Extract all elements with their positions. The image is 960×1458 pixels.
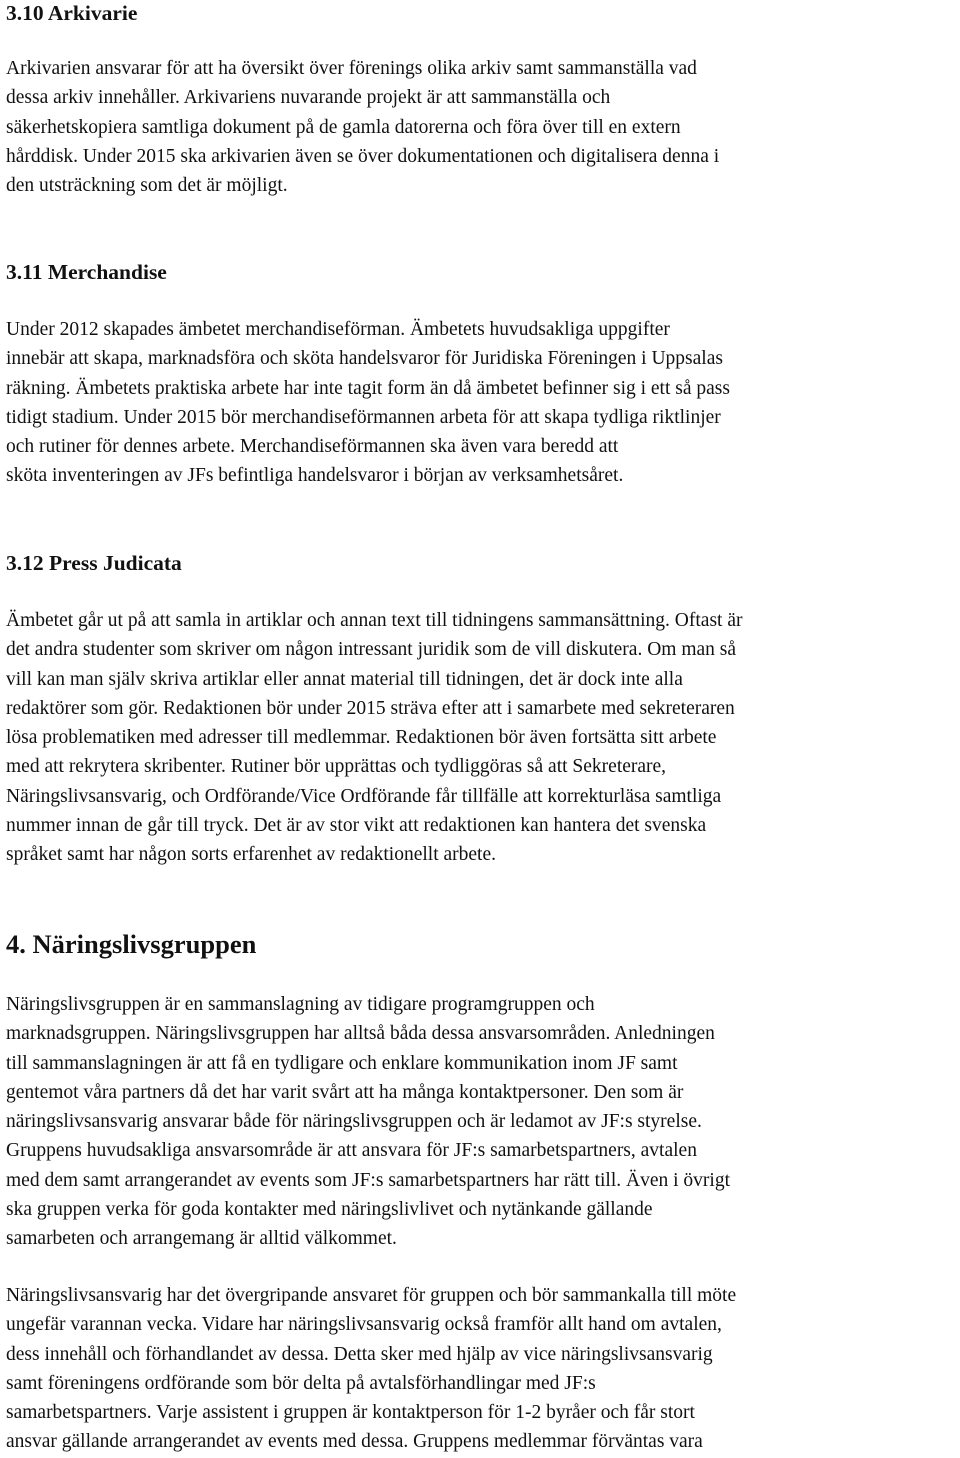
- text-line: samarbeten och arrangemang är alltid välkommet.: [6, 1228, 397, 1250]
- heading-naringslivsgruppen: 4. Näringslivsgruppen: [6, 929, 257, 959]
- text-line: räkning. Ämbetets praktiska arbete har inte tagit form än då ämbetet befinner sig i ett så pass: [6, 377, 730, 399]
- text-line: dessa arkiv innehåller. Arkivariens nuvarande projekt är att sammanställa och: [6, 87, 611, 109]
- text-line: Näringslivsansvarig har det övergripande ansvaret för gruppen och bör sammankalla till möte: [6, 1285, 737, 1306]
- paragraph-arkivarie: [6, 54, 956, 200]
- text-line: näringslivsansvarig ansvarar både för näringslivsgruppen och är ledamot av JF:s styrelse.: [6, 1111, 702, 1133]
- text-line: samarbetspartners. Varje assistent i gruppen är kontaktperson för 1-2 byråer och får stort: [6, 1402, 695, 1424]
- text-line: Ämbetet går ut på att samla in artiklar och annan text till tidningens sammansättning. Oftast är: [6, 610, 743, 631]
- paragraph-naringsliv-1: [6, 990, 956, 1254]
- text-line: vill kan man själv skriva artiklar eller annat material till tidningen, det är dock inte alla: [6, 668, 683, 690]
- paragraph-press-judicata: [6, 606, 956, 870]
- text-line: Näringslivsgruppen är en sammanslagning av tidigare programgruppen och: [6, 994, 595, 1015]
- text-line: till sammanslagningen är att få en tydligare och enklare kommunikation inom JF samt: [6, 1052, 678, 1074]
- text-line: hårddisk. Under 2015 ska arkivarien även se över dokumentationen och digitalisera denna i: [6, 145, 720, 167]
- paragraph-merchandise: [6, 315, 956, 491]
- text-line: Gruppens huvudsakliga ansvarsområde är att ansvara för JF:s samarbetspartners, avtalen: [6, 1140, 697, 1162]
- text-line: Under 2012 skapades ämbetet merchandiseförman. Ämbetets huvudsakliga uppgifter: [6, 319, 670, 340]
- text-line: ska gruppen verka för goda kontakter med näringslivlivet och nytänkande gällande: [6, 1199, 653, 1221]
- text-line: den utsträckning som det är möjligt.: [6, 175, 288, 197]
- text-line: lösa problematiken med adresser till medlemmar. Redaktionen bör även fortsätta sitt arbete: [6, 727, 717, 749]
- text-line: nummer innan de går till tryck. Det är av stor vikt att redaktionen kan hantera det svenska: [6, 815, 707, 837]
- text-line: redaktörer som gör. Redaktionen bör under 2015 sträva efter att i samarbete med sekreteraren: [6, 697, 735, 719]
- text-line: sköta inventeringen av JFs befintliga handelsvaror i början av verksamhetsåret.: [6, 465, 624, 487]
- heading-merchandise: 3.11 Merchandise: [6, 260, 167, 284]
- text-line: samt föreningens ordförande som bör delta på avtalsförhandlingar med JF:s: [6, 1372, 596, 1394]
- text-line: säkerhetskopiera samtliga dokument på de gamla datorerna och föra över till en extern: [6, 116, 681, 138]
- text-line: det andra studenter som skriver om någon intressant juridik som de vill diskutera. Om man så: [6, 639, 737, 661]
- text-line: dess innehåll och förhandlandet av dessa. Detta sker med hjälp av vice näringslivsansvarig: [6, 1343, 713, 1365]
- text-line: och rutiner för dennes arbete. Merchandiseförmannen ska även vara beredd att: [6, 436, 619, 458]
- heading-arkivarie: 3.10 Arkivarie: [6, 1, 138, 25]
- text-line: Näringslivsansvarig, och Ordförande/Vice Ordförande får tillfälle att korrekturläsa samtliga: [6, 785, 722, 807]
- text-line: ungefär varannan vecka. Vidare har näringslivsansvarig också framför allt hand om avtalen,: [6, 1314, 722, 1336]
- text-line: med att rekrytera skribenter. Rutiner bör upprättas och tydliggöras så att Sekreterare,: [6, 756, 667, 778]
- paragraph-naringsliv-2: [6, 1281, 956, 1457]
- text-line: Arkivarien ansvarar för att ha översikt över förenings olika arkiv samt sammanställa vad: [6, 58, 697, 79]
- text-line: ansvar gällande arrangerandet av events med dessa. Gruppens medlemmar förväntas vara: [6, 1431, 703, 1453]
- text-line: språket samt har någon sorts erfarenhet av redaktionellt arbete.: [6, 844, 497, 866]
- text-line: marknadsgruppen. Näringslivsgruppen har alltså båda dessa ansvarsområden. Anledningen: [6, 1023, 715, 1045]
- text-line: gentemot våra partners då det har varit svårt att ha många kontaktpersoner. Den som är: [6, 1081, 684, 1103]
- text-line: med dem samt arrangerandet av events som JF:s samarbetspartners har rätt till. Även i övrigt: [6, 1169, 731, 1191]
- text-line: innebär att skapa, marknadsföra och sköta handelsvaror för Juridiska Föreningen i Uppsalas: [6, 348, 723, 370]
- text-line: tidigt stadium. Under 2015 bör merchandiseförmannen arbeta för att skapa tydliga riktlinjer: [6, 406, 721, 428]
- heading-press-judicata: 3.12 Press Judicata: [6, 551, 182, 575]
